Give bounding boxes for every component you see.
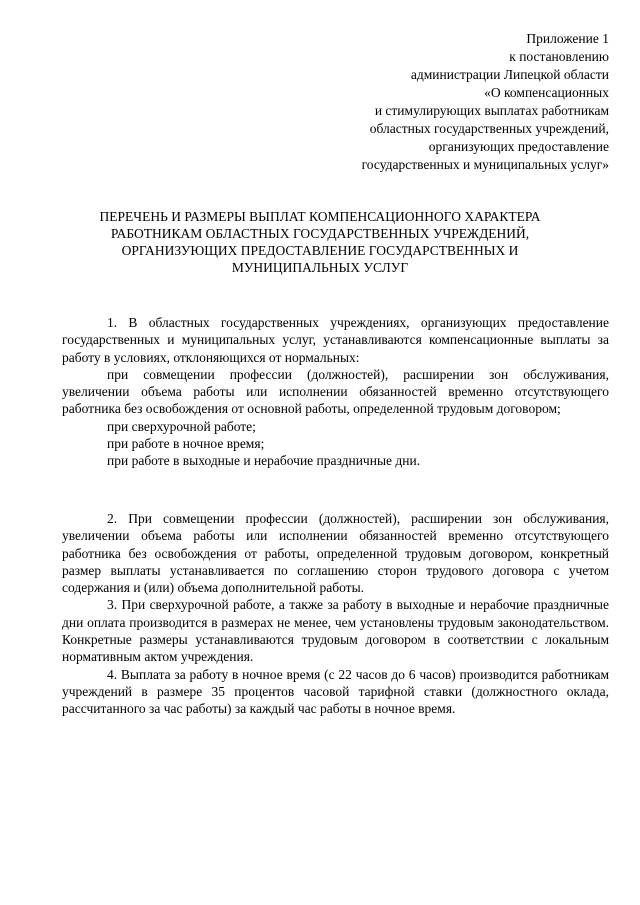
section-2 bbox=[62, 510, 609, 718]
appendix-header bbox=[362, 30, 609, 174]
appendix-line: организующих предоставление bbox=[428, 139, 609, 154]
appendix-line: «О компенсационных bbox=[484, 85, 609, 100]
title-line: МУНИЦИПАЛЬНЫХ УСЛУГ bbox=[231, 260, 409, 275]
appendix-line: и стимулирующих выплатах работникам bbox=[374, 103, 609, 118]
title-line: ОРГАНИЗУЮЩИХ ПРЕДОСТАВЛЕНИЕ ГОСУДАРСТВЕННЫХ И bbox=[121, 243, 519, 258]
list-item-night: при работе в ночное время; bbox=[107, 436, 265, 452]
title-line: РАБОТНИКАМ ОБЛАСТНЫХ ГОСУДАРСТВЕННЫХ УЧРЕЖДЕНИЙ, bbox=[110, 226, 530, 241]
appendix-line: государственных и муниципальных услуг» bbox=[361, 157, 609, 172]
document-title bbox=[0, 208, 640, 276]
title-line: ПЕРЕЧЕНЬ И РАЗМЕРЫ ВЫПЛАТ КОМПЕНСАЦИОННОГО ХАРАКТЕРА bbox=[99, 209, 541, 224]
paragraph-3: 3. При сверхурочной работе, а также за работу в выходные и нерабочие праздничные дни оплата производится в размерах не менее, чем установлены трудовым законодательством. Конкретные размеры устанавливаются трудовым договором в соответствии с локальным нормативным актом учреждения. bbox=[62, 597, 609, 665]
list-item-combination: при совмещении профессии (должностей), расширении зон обслуживания, увеличении объема работы или исполнении обязанностей временно отсутствующего работника без освобождения от основной работы, определенной трудовым договором; bbox=[62, 366, 609, 417]
paragraph-2: 2. При совмещении профессии (должностей), расширении зон обслуживания, увеличении объема работы или исполнении обязанностей временно отсутствующего работника без освобождения от работы, определенной трудовым договором, конкретный размер выплаты устанавливается по соглашению сторон трудового договора с учетом содержания и (или) объема дополнительной работы. bbox=[62, 511, 609, 596]
paragraph-4: 4. Выплата за работу в ночное время (с 22 часов до 6 часов) производится работникам учреждений в размере 35 процентов часовой тарифной ставки (должностного оклада, рассчитанного за час работы) за каждый час работы в ночное время. bbox=[62, 666, 609, 717]
paragraph-1-intro: 1. В областных государственных учреждениях, организующих предоставление государственных и муниципальных услуг, устанавливаются компенсационные выплаты за работу в условиях, отклоняющихся от нормальных: bbox=[62, 315, 609, 365]
list-item-holidays: при работе в выходные и нерабочие праздничные дни. bbox=[107, 453, 421, 469]
appendix-line: областных государственных учреждений, bbox=[369, 121, 609, 136]
appendix-line: администрации Липецкой области bbox=[410, 67, 609, 82]
appendix-line: Приложение 1 bbox=[526, 31, 609, 46]
section-1 bbox=[62, 314, 609, 470]
appendix-line: к постановлению bbox=[509, 49, 609, 64]
list-item-overtime: при сверхурочной работе; bbox=[107, 418, 256, 434]
